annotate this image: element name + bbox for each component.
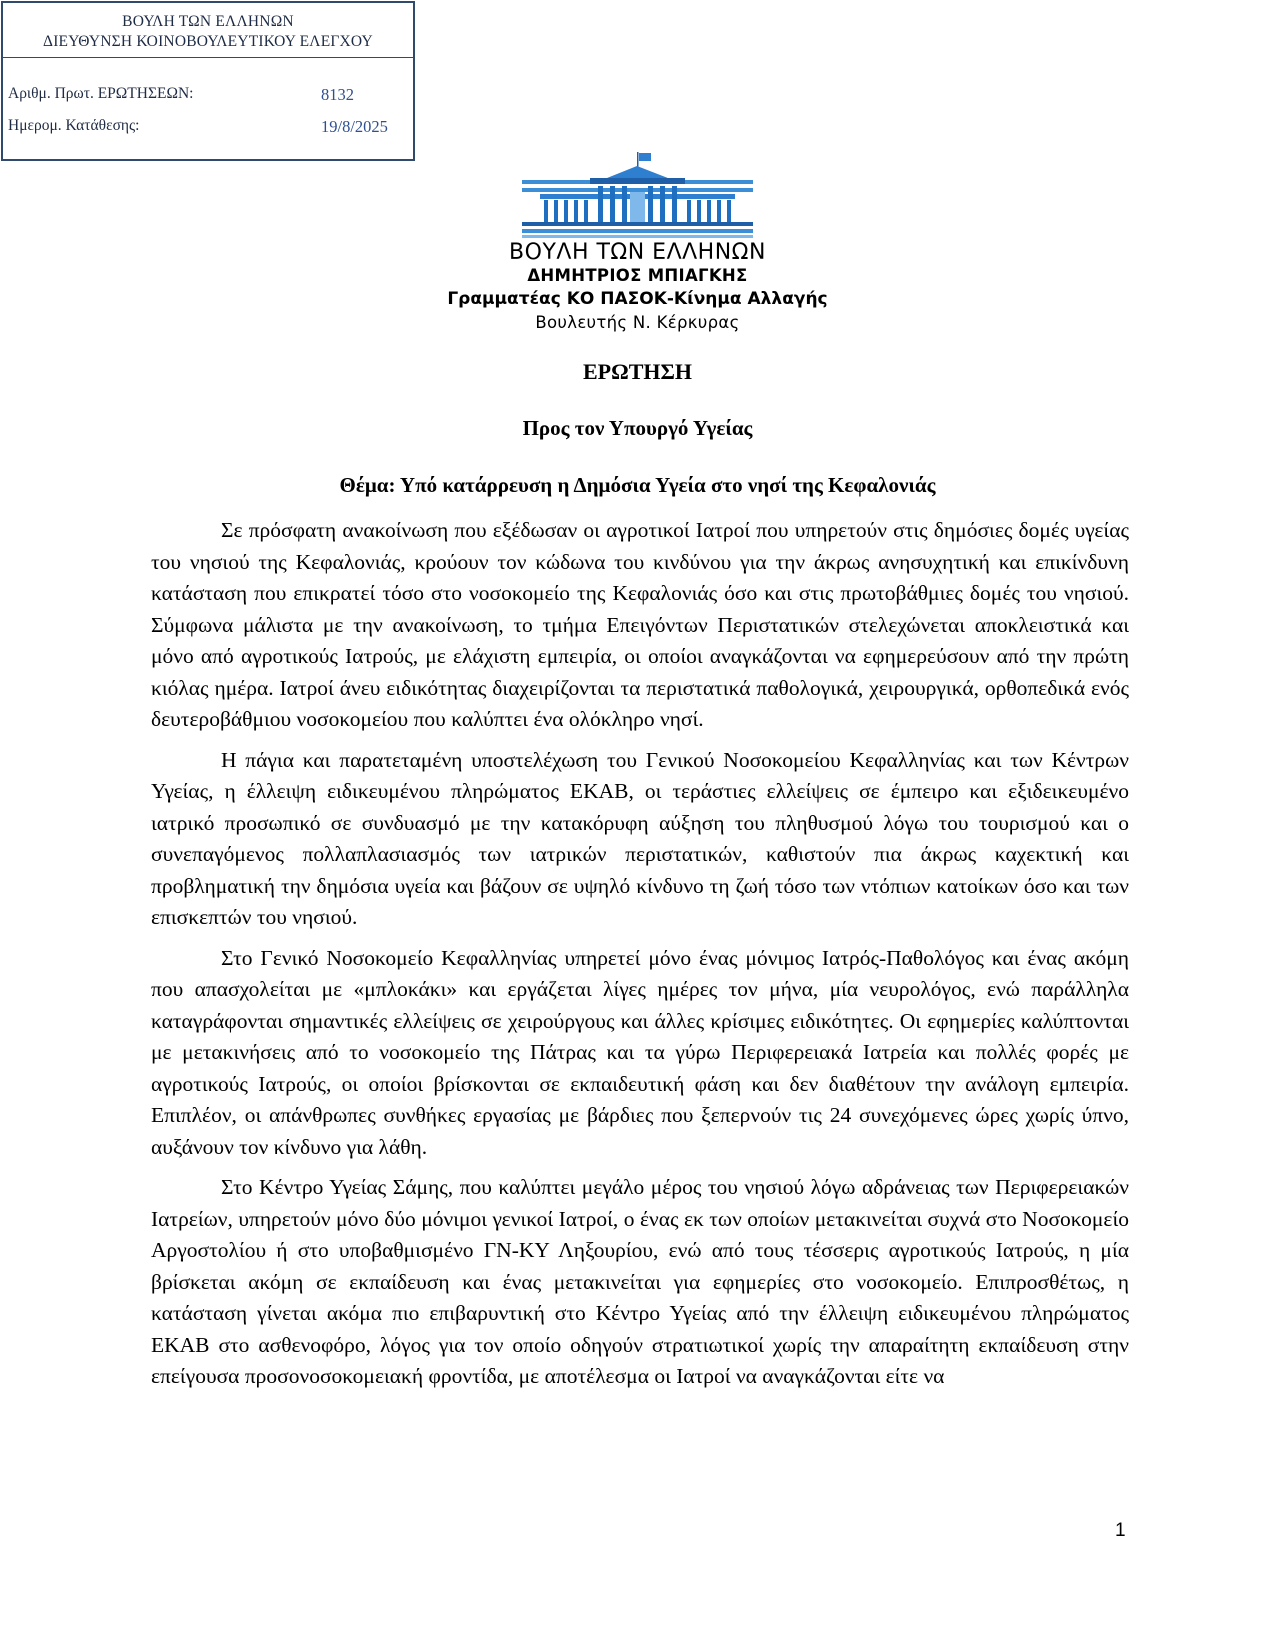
parliament-building-emblem — [520, 150, 755, 239]
date-value: 19/8/2025 — [321, 117, 388, 136]
mp-role: Γραμματέας ΚΟ ΠΑΣΟΚ-Κίνημα Αλλαγής — [447, 289, 828, 309]
stamp-divider — [3, 57, 413, 58]
protocol-value: 8132 — [321, 85, 354, 104]
subject-line: Θέμα: Υπό κατάρρευση η Δημόσια Υγεία στο νησί της Κεφαλονιάς — [339, 473, 936, 497]
mp-constituency: Βουλευτής Ν. Κέρκυρας — [535, 313, 740, 332]
recipient-line: Προς τον Υπουργό Υγείας — [522, 416, 753, 440]
parliament-title: ΒΟΥΛΗ ΤΩΝ ΕΛΛΗΝΩΝ — [509, 240, 766, 265]
protocol-label: Αριθμ. Πρωτ. ΕΡΩΤΗΣΕΩΝ: — [8, 85, 194, 102]
document-body — [151, 515, 1129, 1402]
document-title: ΕΡΩΤΗΣΗ — [582, 359, 692, 384]
stamp-directorate: ΔΙΕΥΘΥΝΣΗ ΚΟΙΝΟΒΟΥΛΕΥΤΙΚΟΥ ΕΛΕΓΧΟΥ — [43, 33, 373, 50]
body-paragraph: Στο Γενικό Νοσοκομείο Κεφαλληνίας υπηρετεί μόνο ένας μόνιμος Ιατρός-Παθολόγος και ένας ακόμη που απασχολείται με «μπλοκάκι» και εργάζεται λίγες ημέρες τον μήνα, μία νευρολόγος, ενώ παράλληλα καταγράφονται σημαντικές ελλείψεις σε χειρούργους και άλλες κρίσιμες ειδικότητες. Οι εφημερίες καλύπτονται με μετακινήσεις από το νοσοκομείο της Πάτρας και τα γύρω Περιφερειακά Ιατρεία και πολλές φορές με αγροτικούς Ιατρούς, οι οποίοι βρίσκονται σε εκπαιδευτική φάση και δεν διαθέτουν την ανάλογη εμπειρία. Επιπλέον, οι απάνθρωπες συνθήκες εργασίας με βάρδιες που ξεπερνούν τις 24 συνεχόμενες ώρες χωρίς ύπνο, αυξάνουν τον κίνδυνο για λάθη. — [151, 945, 1129, 1159]
date-label: Ημερομ. Κατάθεσης: — [8, 117, 140, 134]
body-paragraph: Η πάγια και παρατεταμένη υποστελέχωση του Γενικού Νοσοκομείου Κεφαλληνίας και των Κέντρων Υγείας, η έλλειψη ειδικευμένου πληρώματος ΕΚΑΒ, οι τεράστιες ελλείψεις σε έμπειρο και εξιδεικευμένο ιατρικό προσωπικό σε συνδυασμό με την κατακόρυφη αύξηση του πληθυσμού λόγω του τουρισμού και ο συνεπαγόμενος πολλαπλασιασμός των ιατρικών περιστατικών, καθιστούν πια άκρως καχεκτική και προβληματική την δημόσια υγεία και βάζουν σε υψηλό κίνδυνο τη ζωή τόσο των ντόπιων κατοίκων όσο και των επισκεπτών του νησιού. — [151, 747, 1129, 929]
body-paragraph: Στο Κέντρο Υγείας Σάμης, που καλύπτει μεγάλο μέρος του νησιού λόγω αδράνειας των Περιφερειακών Ιατρείων, υπηρετούν μόνο δύο μόνιμοι γενικοί Ιατροί, ο ένας εκ των οποίων μετακινείται συχνά στο Νοσοκομείο Αργοστολίου ή στο υποβαθμισμένο ΓΝ-ΚΥ Ληξουρίου, ενώ από τους τέσσερις αγροτικούς Ιατρούς, η μία βρίσκεται ακόμη σε εκπαίδευση και ένας μετακινείται για εφημερίες στο νοσοκομείο. Επιπροσθέτως, η κατάσταση γίνεται ακόμα πιο επιβαρυντική στο Κέντρο Υγείας από την έλλειψη ειδικευμένου πληρώματος ΕΚΑΒ στο ασθενοφόρο, λόγος για τον οποίο οδηγούν στρατιωτικοί χωρίς την απαραίτητη εκπαίδευση στην επείγουσα προσονοσοκομειακή φροντίδα, με αποτέλεσμα οι Ιατροί να αναγκάζονται είτε να — [151, 1175, 1129, 1388]
body-paragraph: Σε πρόσφατη ανακοίνωση που εξέδωσαν οι αγροτικοί Ιατροί που υπηρετούν στις δημόσιες δομές υγείας του νησιού της Κεφαλονιάς, κρούουν τον κώδωνα του κινδύνου για την άκρως ανησυχητική και επικίνδυνη κατάσταση που επικρατεί τόσο στο νοσοκομείο της Κεφαλονιάς όσο και στις πρωτοβάθμιες δομές του νησιού. Σύμφωνα μάλιστα με την ανακοίνωση, το τμήμα Επειγόντων Περιστατικών στελεχώνεται αποκλειστικά και μόνο από αγροτικούς Ιατρούς, με ελάχιστη εμπειρία, οι οποίοι αναγκάζονται να εφημερεύσουν από την πρώτη κιόλας ημέρα. Ιατροί άνευ ειδικότητας διαχειρίζονται τα περιστατικά παθολογικά, χειρουργικά, ορθοπεδικά ενός δευτεροβάθμιου νοσοκομείου που καλύπτει ένα ολόκληρο νησί. — [151, 518, 1129, 731]
stamp-parliament: ΒΟΥΛΗ ΤΩΝ ΕΛΛΗΝΩΝ — [122, 13, 294, 30]
protocol-stamp — [1, 1, 415, 161]
page-number: 1 — [1115, 1520, 1126, 1541]
mp-name: ΔΗΜΗΤΡΙΟΣ ΜΠΙΑΓΚΗΣ — [527, 266, 748, 285]
